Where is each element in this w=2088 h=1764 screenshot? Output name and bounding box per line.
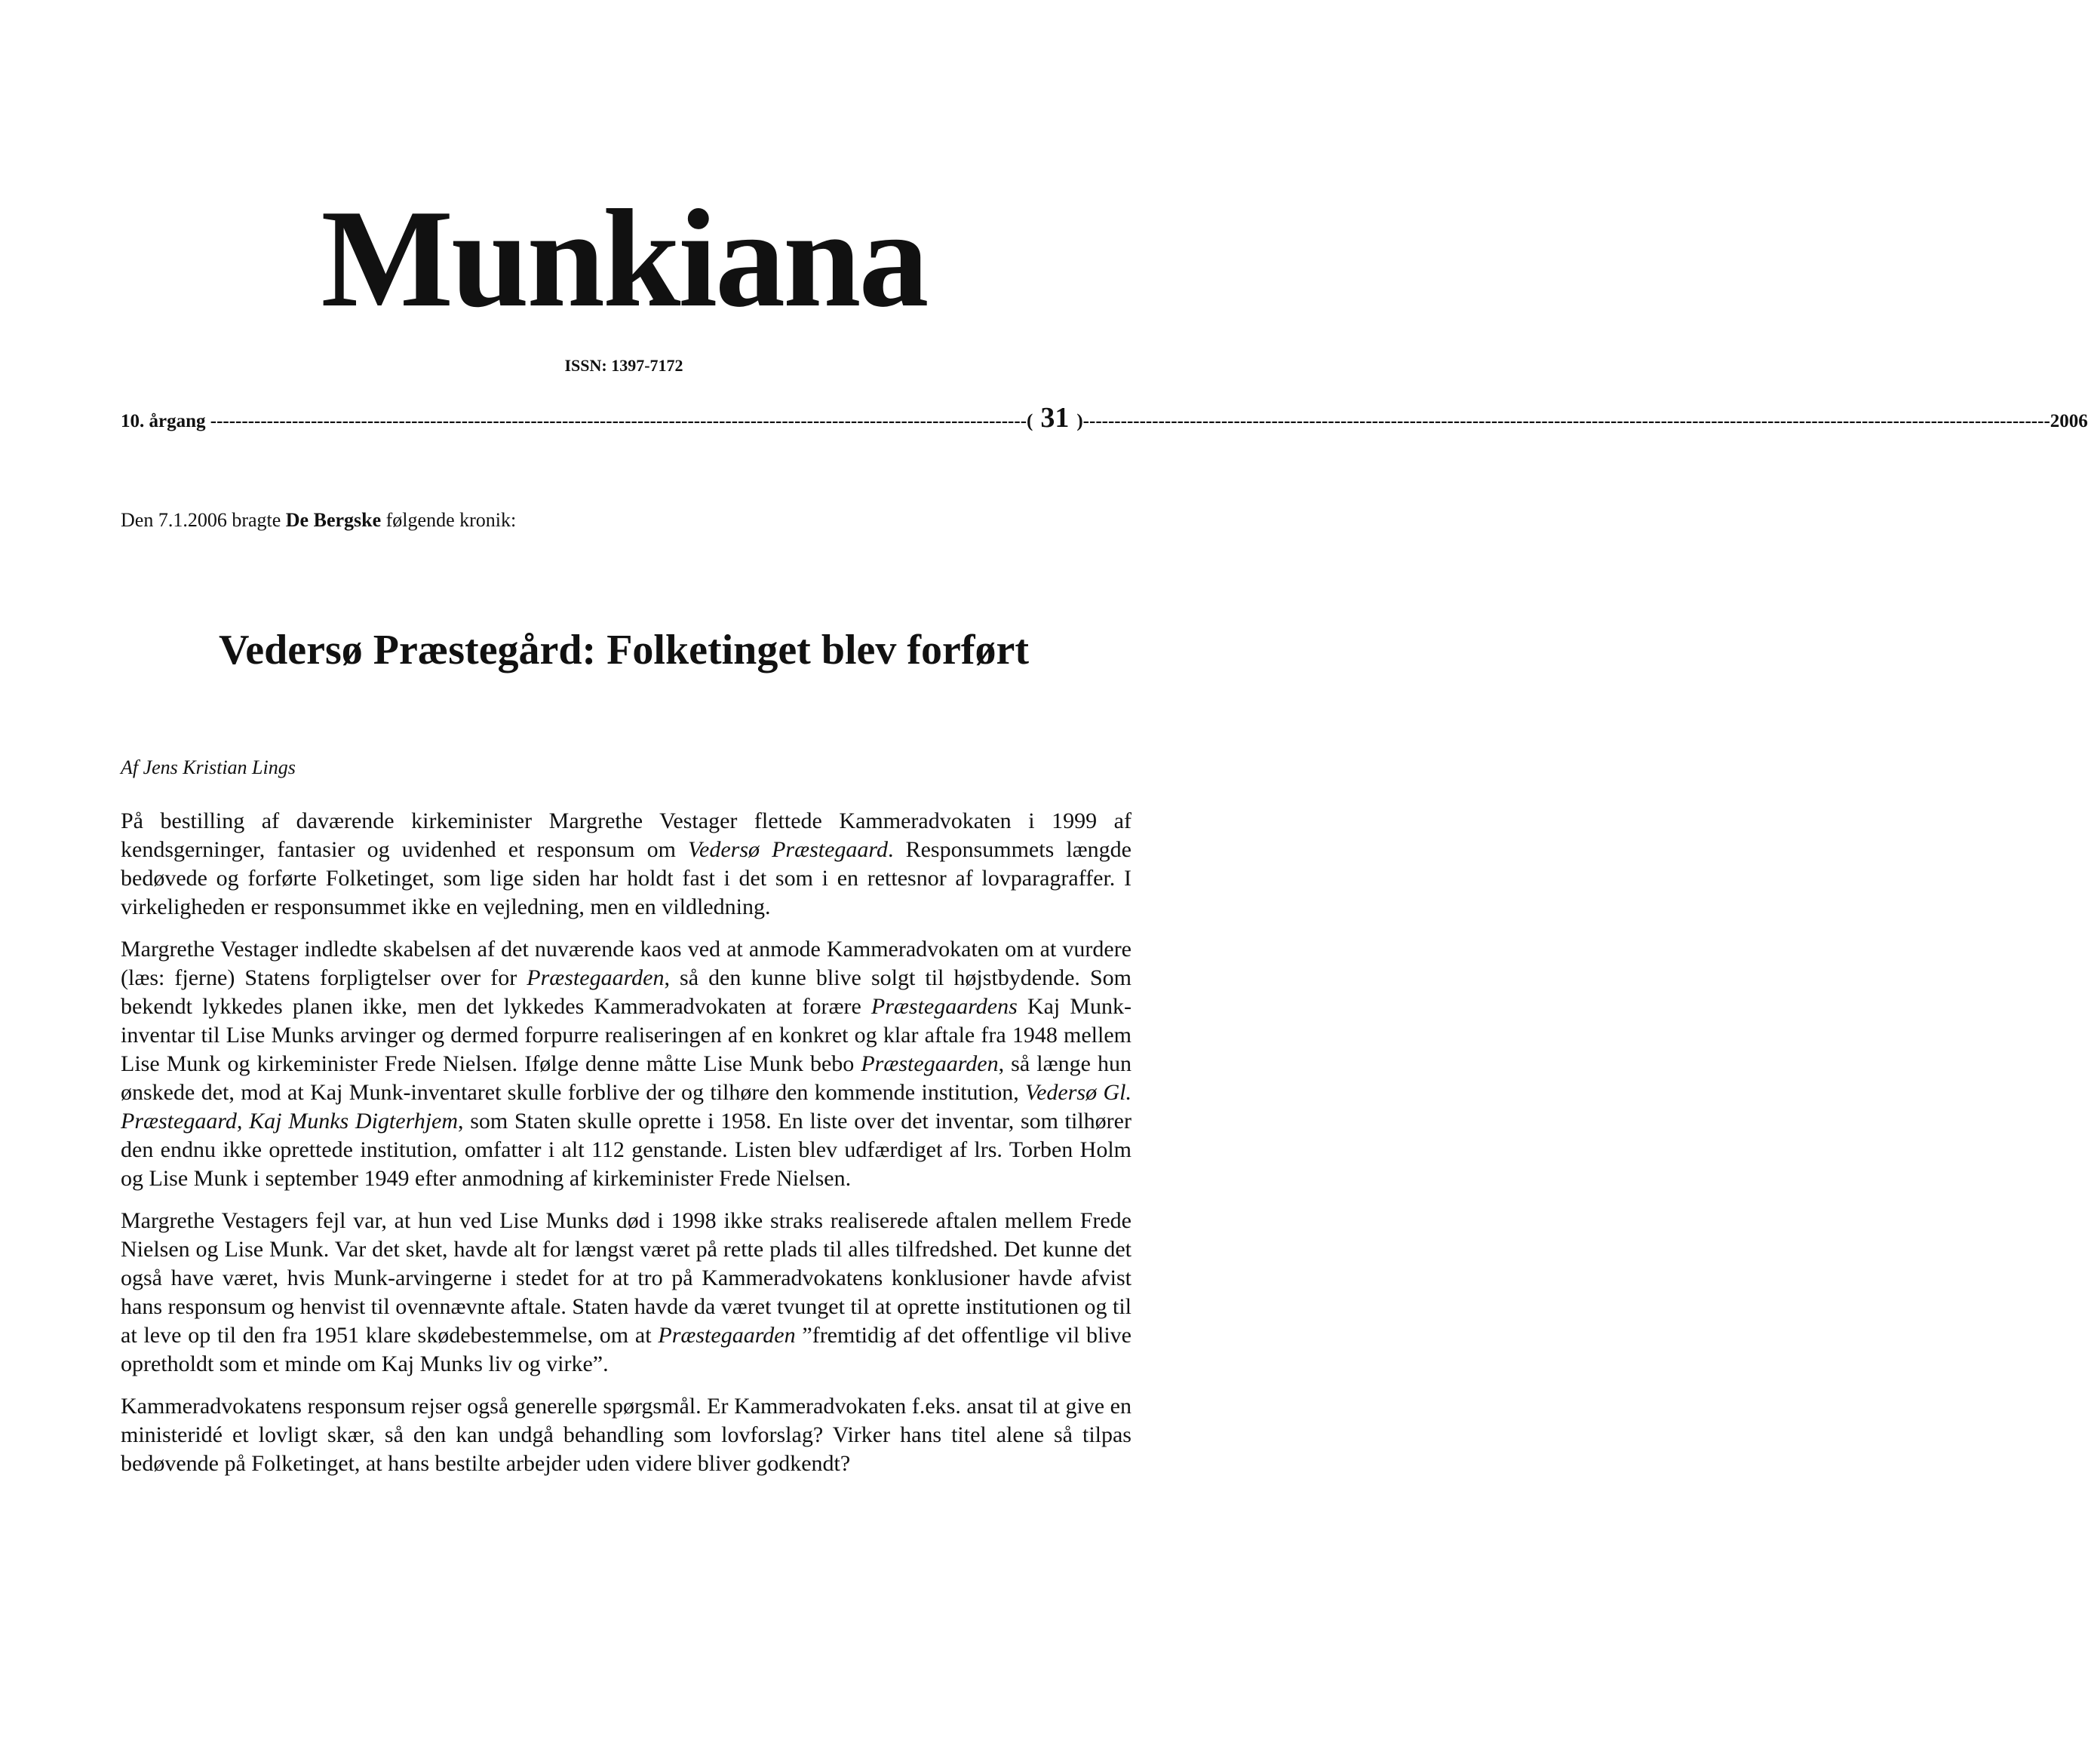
issue-divider-right: )---------------------------------------------------------------------------------------------------------------------------------------------------------- (1076, 411, 2050, 431)
emphasis: Præstegaardens (871, 994, 1018, 1019)
emphasis: Præstegaarden (658, 1323, 796, 1348)
intro-line (121, 509, 516, 532)
article-byline: Af Jens Kristian Lings (121, 756, 296, 778)
paragraph-2 (121, 935, 1132, 1193)
text: Margrethe Vestagers fejl var, at hun ved Lise Munks død i 1998 ikke straks realiserede aftalen mellem Frede Nielsen og Lise Munk. Var det sket, havde alt for længst været på rette plads til alles tilfredshed. Det kunne det også have været, hvis Munk-arvingerne i stedet for at tro på Kammeradvokatens konklusioner havde afvist hans responsum og henvist til ovennævnte aftale. Staten havde da været tvunget til at oprette institutionen og til at leve op til den fra 1951 klare skødebestemmelse, om at (121, 1208, 1132, 1348)
paragraph-3 (121, 1207, 1132, 1379)
text: , som Staten skulle oprette i 1958. En liste over det inventar, som tilhører den endnu ikke oprettede institution, omfatter i alt 112 genstande. Listen blev udfærdiget af lrs. Torben Holm og Lise Munk i september 1949 efter anmodning af kirkeminister Frede Nielsen. (121, 1109, 1132, 1191)
emphasis: Præstegaarden (861, 1051, 999, 1076)
intro-paper-name: De Bergske (285, 509, 382, 531)
text: Kaj Munk-inventar til Lise Munks arvinger og dermed forpurre realiseringen af en konkret og klar aftale fra 1948 mellem Lise Munk og kirkeminister Frede Nielsen. Ifølge denne måtte Lise Munk bebo (121, 994, 1132, 1076)
paragraph-4: Kammeradvokatens responsum rejser også generelle spørgsmål. Er Kammeradvokaten f.eks. ansat til at give en ministeridé et lovligt skær, så den kan undgå behandling som lovforslag? Virker hans titel alene så tilpas bedøvende på Folketinget, at hans bestilte arbejder uden videre bliver godkendt? (121, 1394, 1132, 1476)
article-body (121, 807, 1132, 1492)
issue-line (121, 401, 2088, 434)
article-headline: Vedersø Præstegård: Folketinget blev forført (218, 627, 1030, 673)
text: , så den kunne blive solgt til højstbydende. Som bekendt lykkedes planen ikke, men det lykkedes Kammeradvokaten at forære (121, 965, 1132, 1019)
emphasis: Vedersø Gl. Præstegaard, Kaj Munks Digterhjem (121, 1080, 1132, 1134)
text: ”fremtidig af det offentlige vil blive opretholdt som et minde om Kaj Munks liv og virke”. (121, 1323, 1132, 1376)
emphasis: Præstegaarden (527, 965, 665, 990)
paragraph-1 (121, 807, 1132, 922)
masthead-title: Munkiana (321, 181, 927, 336)
issue-volume: 10. årgang (121, 411, 206, 431)
text: . Responsummets længde bedøvede og forførte Folketinget, som lige siden har holdt fast i det som i en rettesnor af lovparagraffer. I virkeligheden er responsummet ikke en vejledning, men en vildledning. (121, 837, 1132, 919)
issue-divider-left: ----------------------------------------------------------------------------------------------------------------------------------( (205, 411, 1033, 431)
emphasis: Vedersø Præstegaard (688, 837, 888, 862)
issue-number: 31 (1040, 402, 1070, 434)
intro-prefix: Den 7.1.2006 bragte (121, 509, 286, 531)
text: , så længe hun ønskede det, mod at Kaj Munk-inventaret skulle forblive der og tilhøre den kommende institution, (121, 1051, 1132, 1105)
text: Margrethe Vestager indledte skabelsen af det nuværende kaos ved at anmode Kammeradvokaten om at vurdere (læs: fjerne) Statens forpligtelser over for (121, 937, 1132, 990)
text: På bestilling af daværende kirkeminister Margrethe Vestager flettede Kammeradvokaten i 1999 af kendsgerninger, fantasier og uvidenhed et responsum om (121, 808, 1132, 862)
issn: ISSN: 1397-7172 (564, 356, 683, 375)
issue-year: 2006 (2050, 411, 2088, 431)
intro-suffix: følgende kronik: (381, 509, 517, 531)
